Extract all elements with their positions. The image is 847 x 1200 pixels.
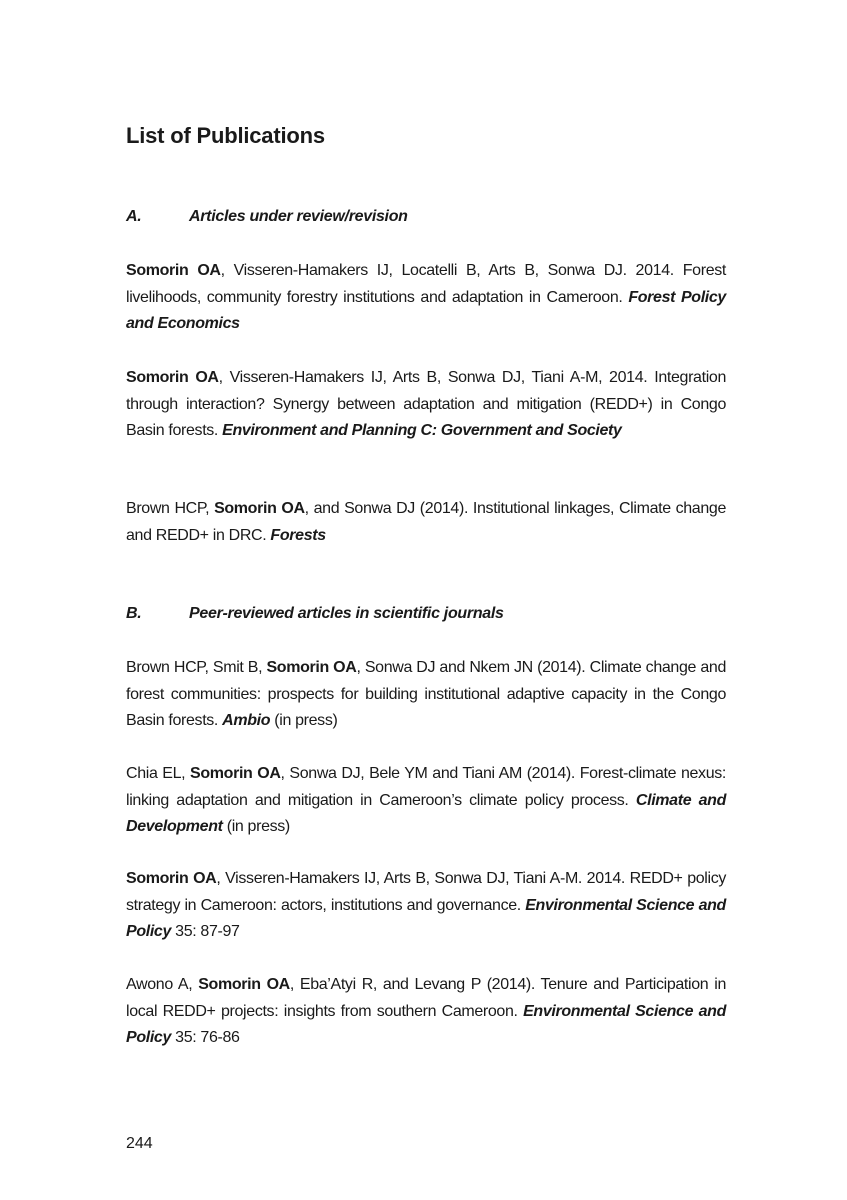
entry-citation: , Visseren-Hamakers IJ, Arts B, Sonwa DJ, Tiani A-M, 2014. Integration through interaction? Synergy between adaptation and mitigation (REDD+) in Congo Basin forests.	[126, 369, 726, 439]
section-heading-a	[126, 208, 408, 226]
entry-citation: , Sonwa DJ and Nkem JN (2014). Climate change and forest communities: prospects for building institutional adaptive capacity in the Congo Basin forests.	[126, 659, 726, 729]
entry-journal: Environmental Science and Policy	[126, 896, 726, 940]
section-title: Articles under review/revision	[189, 208, 408, 225]
section-heading-b	[126, 605, 504, 623]
entry-authors-lead: Chia EL,	[126, 765, 191, 782]
publication-entry	[126, 365, 726, 445]
entry-journal: Ambio	[222, 712, 271, 729]
section-letter: B.	[126, 605, 142, 622]
entry-authors-lead: Brown HCP,	[126, 500, 215, 517]
entry-citation: , Sonwa DJ, Bele YM and Tiani AM (2014). Forest-climate nexus: linking adaptation and mitigation in Cameroon’s climate policy process.	[126, 765, 726, 809]
entry-authors-lead: Brown HCP, Smit B,	[126, 659, 267, 676]
publication-entry	[126, 972, 726, 1052]
entry-authors-lead: Awono A,	[126, 976, 199, 993]
entry-author-highlight: Somorin OA	[266, 659, 357, 676]
entry-author-highlight: Somorin OA	[126, 369, 219, 386]
publication-entry	[126, 761, 726, 841]
entry-citation: , Eba’Atyi R, and Levang P (2014). Tenure and Participation in local REDD+ projects: insights from southern Cameroon.	[126, 976, 726, 1020]
entry-journal: Environmental Science and Policy	[126, 1002, 726, 1046]
publication-entry	[126, 866, 726, 946]
entry-citation: , Visseren-Hamakers IJ, Arts B, Sonwa DJ, Tiani A-M. 2014. REDD+ policy strategy in Cameroon: actors, institutions and governance.	[126, 870, 727, 914]
entry-tail: 35: 76-86	[171, 1029, 240, 1046]
entry-journal: Forest Policy and Economics	[126, 288, 726, 332]
entry-journal: Climate and Development	[126, 791, 726, 835]
entry-author-highlight: Somorin OA	[126, 870, 217, 887]
entry-author-highlight: Somorin OA	[198, 976, 290, 993]
entry-journal: Environment and Planning C: Government and Society	[222, 422, 622, 439]
publication-entry	[126, 496, 726, 549]
entry-citation: , and Sonwa DJ (2014). Institutional linkages, Climate change and REDD+ in DRC.	[126, 500, 726, 544]
entry-author-highlight: Somorin OA	[126, 262, 221, 279]
entry-journal: Forests	[270, 526, 326, 544]
page-number: 244	[126, 1135, 153, 1152]
page-title: List of Publications	[126, 123, 325, 148]
entry-citation: , Visseren-Hamakers IJ, Locatelli B, Arts B, Sonwa DJ. 2014. Forest livelihoods, community forestry institutions and adaptation in Cameroon.	[126, 262, 726, 306]
publication-entry	[126, 258, 726, 338]
entry-tail: 35: 87-97	[171, 923, 240, 940]
section-title: Peer-reviewed articles in scientific journals	[189, 605, 504, 622]
entry-author-highlight: Somorin OA	[190, 765, 281, 782]
entry-tail: (in press)	[222, 818, 290, 835]
section-letter: A.	[126, 208, 142, 225]
entry-author-highlight: Somorin OA	[214, 500, 305, 517]
entry-tail: (in press)	[270, 712, 338, 729]
publication-entry	[126, 655, 726, 735]
